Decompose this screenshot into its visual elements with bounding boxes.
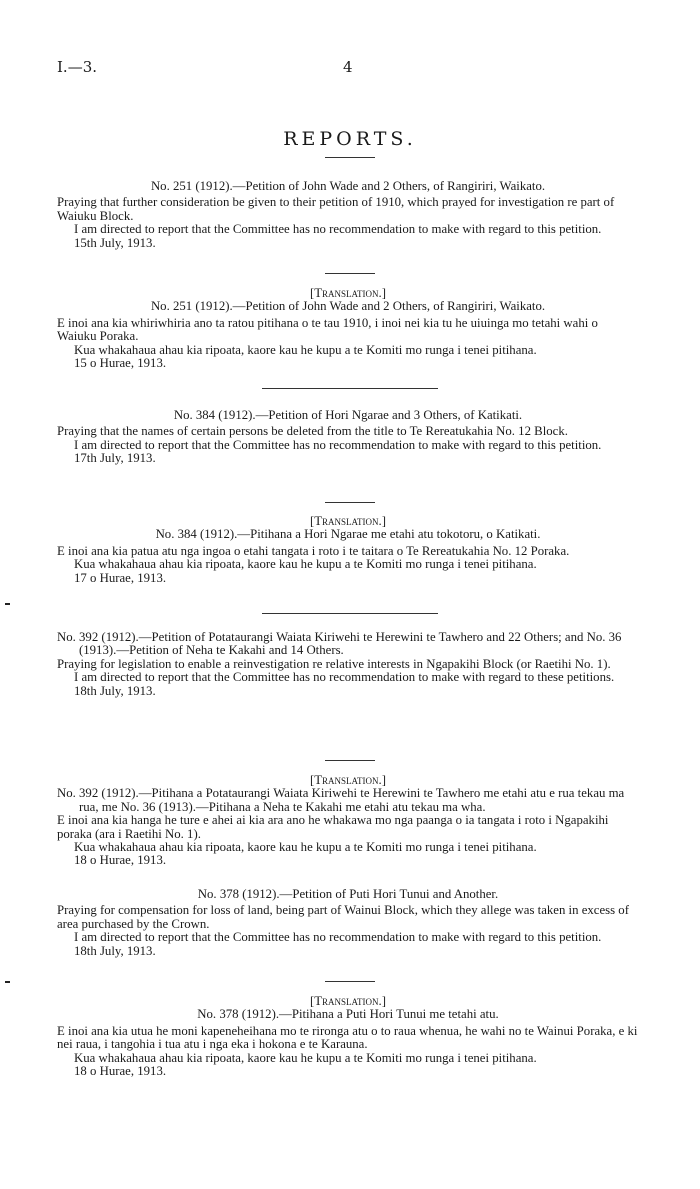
petition-prayer: Praying that further consideration be given to their petition of 1910, which prayed for investigation re part of Waiuku Block. [57, 195, 615, 223]
translation-section [57, 774, 639, 868]
petition-section [57, 631, 639, 698]
translation-section [57, 995, 639, 1078]
report-date: 18 o Hurae, 1913. [74, 1064, 167, 1079]
petition-prayer: Praying for legislation to enable a reinvestigation re relative interests in Ngapakihi Block (or Raetihi No. 1). [57, 656, 611, 671]
petition-caption: No. 251 (1912).—Petition of John Wade and 2 Others, of Rangiriri, Waikato. [150, 299, 546, 314]
petition-prayer: E inoi ana kia utua he moni kapeneheihana mo te rironga atu o to raua whenua, he wahi no te Wainui Poraka, e ki nei raua, i tangohia i tua atu i nga eka i hokona e te Karauna. [57, 1023, 638, 1052]
section-rule [262, 613, 438, 614]
translation-section [57, 515, 639, 585]
petition-prayer: E inoi ana kia patua atu nga ingoa o etahi tangata i roto i te taitara o Te Rereatukahia No. 12 Poraka. [57, 543, 570, 558]
short-rule [325, 502, 375, 503]
committee-report: Kua whakahaua ahau kia ripoata, kaore kau he kupu a te Komiti mo runga i tenei pitihana. [74, 1050, 537, 1065]
committee-report: I am directed to report that the Committee has no recommendation to make with regard to these petitions. [74, 670, 615, 685]
petition-prayer: E inoi ana kia hanga he ture e ahei ai kia ara ano he whakawa mo nga paanga o ia tangata i roto i Ngapakihi poraka (ara i Raetihi No. 1). [57, 813, 609, 841]
petition-caption: No. 384 (1912).—Pitihana a Hori Ngarae me etahi atu tokotoru, o Katikati. [155, 527, 541, 542]
committee-report: I am directed to report that the Committee has no recommendation to make with regard to this petition. [74, 222, 602, 237]
petition-caption: No. 378 (1912).—Pitihana a Puti Hori Tunui me tetahi atu. [197, 1007, 499, 1022]
page-title: REPORTS. [283, 128, 417, 150]
petition-section [57, 888, 639, 958]
margin-mark [5, 981, 10, 983]
title-rule [325, 157, 375, 158]
translation-label: [Translation.] [309, 514, 387, 528]
petition-section [57, 409, 639, 466]
petition-caption: No. 378 (1912).—Petition of Puti Hori Tunui and Another. [197, 887, 499, 901]
petition-caption: No. 384 (1912).—Petition of Hori Ngarae and 3 Others, of Katikati. [173, 408, 523, 422]
petition-caption: No. 251 (1912).—Petition of John Wade and 2 Others, of Rangiriri, Waikato. [150, 179, 546, 193]
report-date: 18th July, 1913. [74, 943, 156, 958]
report-date: 15 o Hurae, 1913. [74, 356, 167, 371]
petition-prayer: E inoi ana kia whiriwhiria ano ta ratou pitihana o te tau 1910, i inoi nei kia tu he uiuinga mo tetahi wahi o Waiuku Poraka. [57, 315, 598, 344]
short-rule [325, 981, 375, 982]
committee-report: I am directed to report that the Committee has no recommendation to make with regard to this petition. [74, 437, 602, 452]
petition-prayer: Praying that the names of certain persons be deleted from the title to Te Rereatukahia No. 12 Block. [57, 424, 568, 439]
page-number: 4 [343, 58, 353, 76]
report-date: 17 o Hurae, 1913. [74, 570, 167, 585]
translation-label: [Translation.] [309, 994, 387, 1008]
translation-label: [Translation.] [309, 286, 387, 300]
committee-report: I am directed to report that the Committee has no recommendation to make with regard to this petition. [74, 930, 602, 945]
petition-section [57, 180, 639, 250]
series-number: I.—3. [57, 58, 98, 76]
report-date: 15th July, 1913. [74, 235, 156, 250]
petition-prayer: Praying for compensation for loss of land, being part of Wainui Block, which they allege was taken in excess of area purchased by the Crown. [57, 903, 629, 931]
section-rule [262, 388, 438, 389]
report-date: 18th July, 1913. [74, 683, 156, 698]
petition-caption: No. 392 (1912).—Petition of Potataurangi Waiata Kiriwehi te Herewini te Tawhero and 22 Others; and No. 36 (1913).—Petition of Neha te Kakahi and 14 Others. [57, 630, 622, 658]
committee-report: Kua whakahaua ahau kia ripoata, kaore kau he kupu a te Komiti mo runga i tenei pitihana. [74, 342, 537, 357]
short-rule [325, 273, 375, 274]
report-date: 18 o Hurae, 1913. [74, 853, 167, 868]
short-rule [325, 760, 375, 761]
report-date: 17th July, 1913. [74, 451, 156, 466]
petition-caption: No. 392 (1912).—Pitihana a Potataurangi Waiata Kiriwehi te Herewini te Tawhero me etahi atu e rua tekau ma rua, me No. 36 (1913).—Pitihana a Neha te Kakahi me etahi atu tekau ma wha. [57, 786, 625, 814]
committee-report: Kua whakahaua ahau kia ripoata, kaore kau he kupu a te Komiti mo runga i tenei pitihana. [74, 840, 537, 855]
translation-label: [Translation.] [309, 773, 387, 787]
margin-mark [5, 603, 10, 605]
committee-report: Kua whakahaua ahau kia ripoata, kaore kau he kupu a te Komiti mo runga i tenei pitihana. [74, 557, 537, 572]
translation-section [57, 287, 639, 370]
